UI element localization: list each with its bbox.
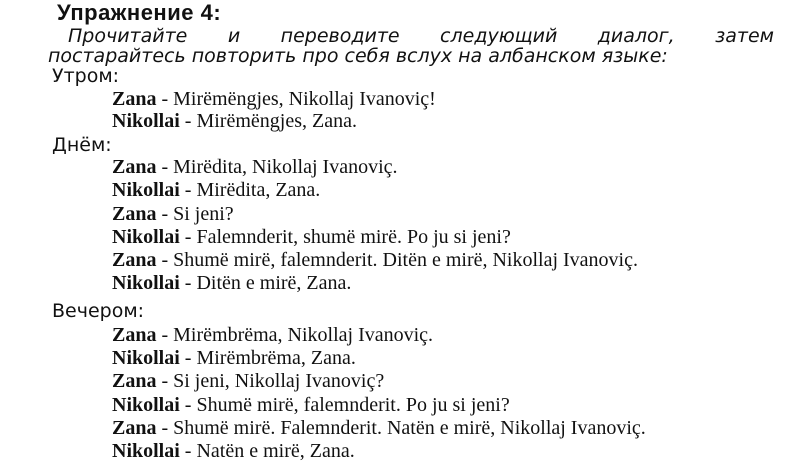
line-text: - Shumë mirë, falemnderit. Po ju si jeni? xyxy=(179,394,510,416)
dialog-line xyxy=(112,226,511,248)
section-label-day: Днём: xyxy=(52,134,112,156)
line-text: - Mirëdita, Nikollaj Ivanoviç. xyxy=(156,156,398,178)
speaker-name: Nikollai xyxy=(112,110,180,132)
speaker-name: Nikollai xyxy=(112,226,180,248)
dialog-line xyxy=(112,249,638,271)
dialog-line xyxy=(112,394,510,416)
speaker-name: Zana xyxy=(112,370,157,392)
speaker-name: Zana xyxy=(112,324,157,346)
speaker-name: Nikollai xyxy=(112,394,180,416)
dialog-line xyxy=(112,179,320,201)
line-text: - Mirëdita, Zana. xyxy=(179,179,321,201)
instruction-line-1: Прочитайте и переводите следующий диалог, затем xyxy=(68,25,774,47)
dialog-line xyxy=(112,203,234,225)
speaker-name: Nikollai xyxy=(112,272,180,294)
line-text: - Si jeni, Nikollaj Ivanoviç? xyxy=(156,370,385,392)
line-text: - Mirëmëngjes, Zana. xyxy=(179,110,357,132)
speaker-name: Nikollai xyxy=(112,347,180,369)
line-text: - Natën e mirë, Zana. xyxy=(179,440,355,462)
speaker-name: Zana xyxy=(112,417,157,439)
instruction-line-2: постарайтесь повторить про себя вслух на албанском языке: xyxy=(48,45,668,67)
dialog-line xyxy=(112,417,646,439)
speaker-name: Nikollai xyxy=(112,440,180,462)
dialog-line xyxy=(112,440,355,462)
speaker-name: Zana xyxy=(112,249,157,271)
dialog-line xyxy=(112,272,351,294)
dialog-line xyxy=(112,370,384,392)
exercise-title: Упражнение 4: xyxy=(57,0,222,25)
line-text: - Ditën e mirë, Zana. xyxy=(179,272,352,294)
dialog-line xyxy=(112,88,436,110)
line-text: - Shumë mirë. Falemnderit. Natën e mirë, Nikollaj Ivanoviç. xyxy=(156,417,646,439)
line-text: - Mirëmbrëma, Nikollaj Ivanoviç. xyxy=(156,324,434,346)
speaker-name: Nikollai xyxy=(112,179,180,201)
line-text: - Mirëmëngjes, Nikollaj Ivanoviç! xyxy=(156,88,436,110)
line-text: - Falemnderit, shumë mirë. Po ju si jeni? xyxy=(179,226,511,248)
dialog-line xyxy=(112,110,357,132)
dialog-line xyxy=(112,347,356,369)
speaker-name: Zana xyxy=(112,88,157,110)
section-label-morning: Утром: xyxy=(52,65,120,87)
speaker-name: Zana xyxy=(112,156,157,178)
speaker-name: Zana xyxy=(112,203,157,225)
line-text: - Mirëmbrëma, Zana. xyxy=(179,347,356,369)
line-text: - Shumë mirë, falemnderit. Ditën e mirë, Nikollaj Ivanoviç. xyxy=(156,249,638,271)
dialog-line xyxy=(112,156,398,178)
section-label-evening: Вечером: xyxy=(52,300,145,322)
line-text: - Si jeni? xyxy=(156,203,234,225)
dialog-line xyxy=(112,324,433,346)
